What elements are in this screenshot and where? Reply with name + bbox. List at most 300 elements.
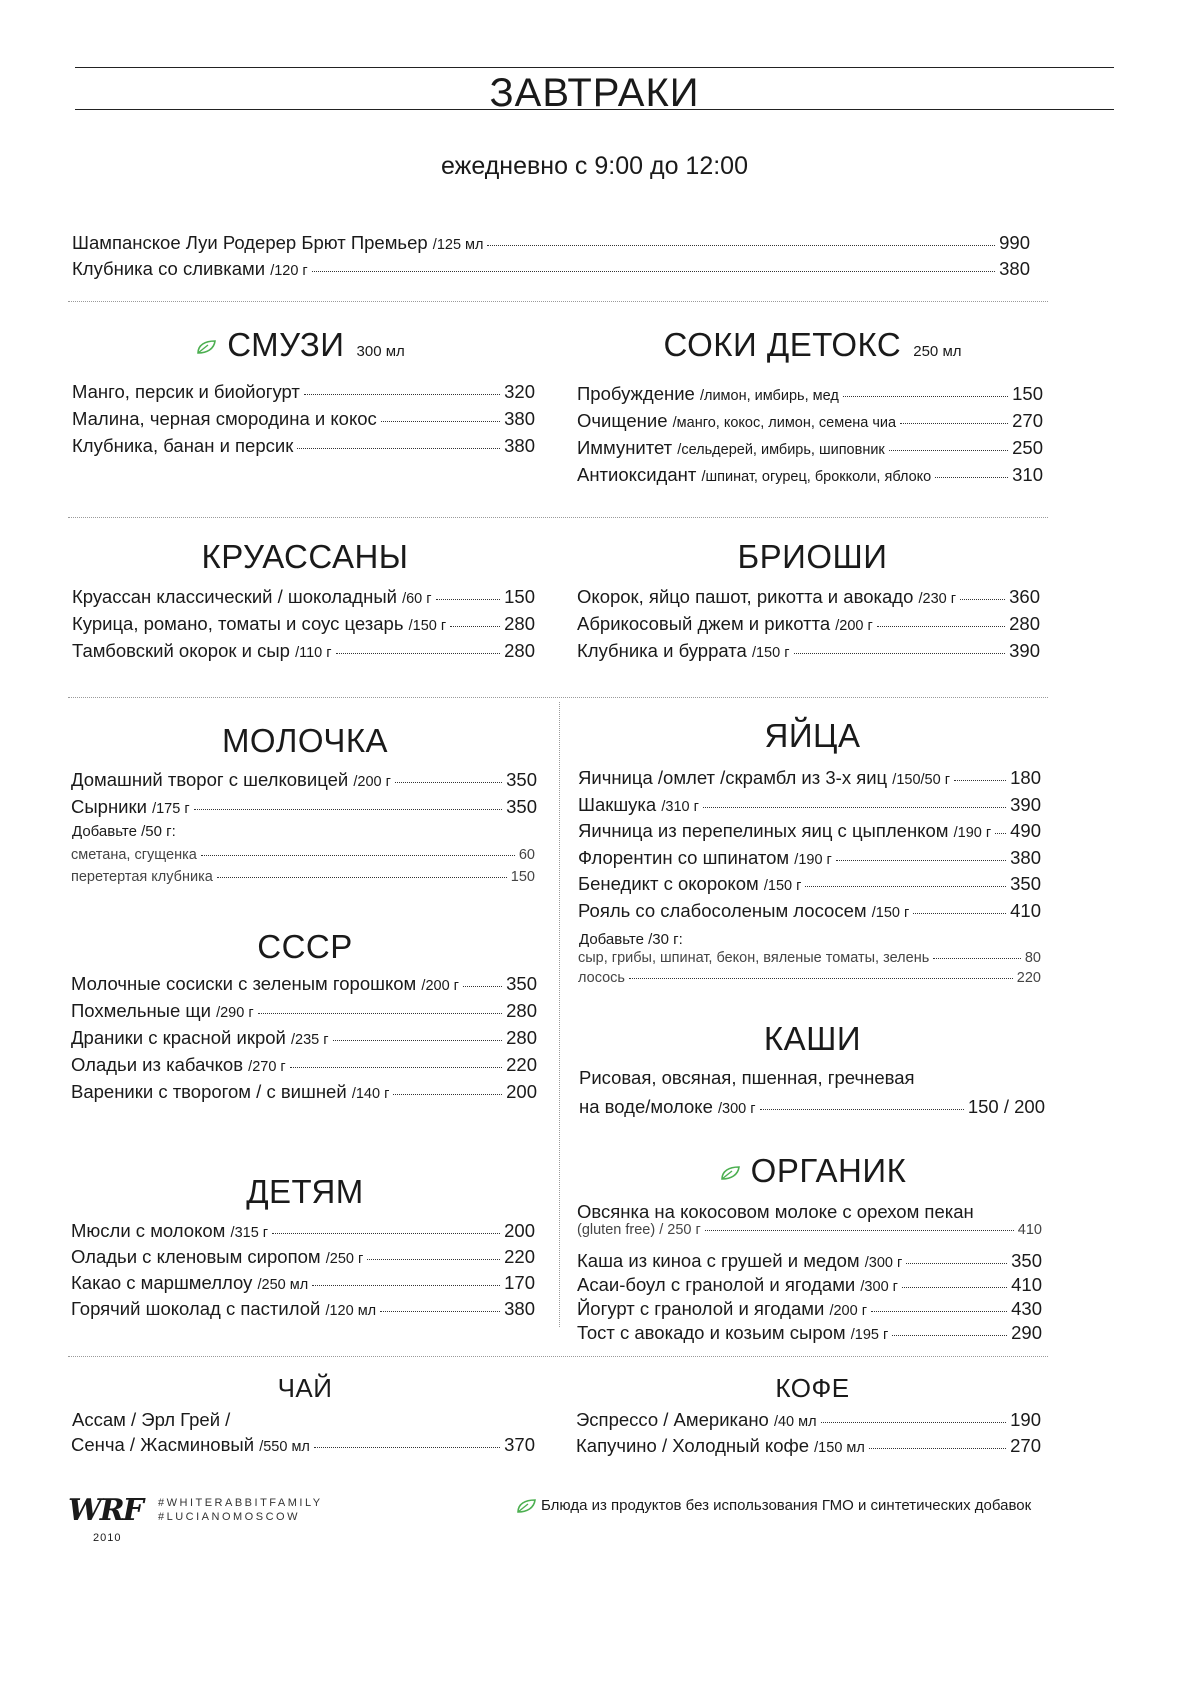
menu-item (577, 464, 1043, 486)
menu-item (577, 1274, 1042, 1296)
dot-leader (913, 913, 1006, 914)
dot-leader (393, 1094, 502, 1095)
item-name (577, 1274, 898, 1296)
item-name (72, 258, 308, 280)
dot-leader (843, 396, 1008, 397)
dot-leader (395, 782, 502, 783)
item-title: Круассан классический / шоколадный (72, 586, 397, 607)
item-name (71, 1027, 329, 1049)
dot-leader (201, 855, 515, 856)
menu-item (578, 900, 1041, 922)
item-title: Очищение (577, 410, 668, 431)
item-weight: /150 г (408, 618, 447, 634)
dot-leader (703, 807, 1006, 808)
dot-leader (794, 653, 1006, 654)
title-rule (75, 109, 1114, 110)
item-title: Иммунитет (577, 437, 673, 458)
menu-item (579, 1096, 1045, 1118)
item-price: 200 (506, 1081, 537, 1102)
menu-item (577, 1250, 1042, 1272)
menu-item (578, 767, 1041, 789)
dot-leader (314, 1447, 500, 1448)
menu-item (71, 1434, 535, 1456)
dot-leader (304, 394, 500, 395)
item-title: Йогурт с гранолой и ягодами (577, 1298, 825, 1319)
item-name (71, 769, 391, 791)
section-title-dairy: МОЛОЧКА (221, 722, 389, 759)
item-price: 350 (1011, 1250, 1042, 1271)
dot-leader (836, 860, 1006, 861)
dot-leader (900, 423, 1008, 424)
item-price: 220 (506, 1054, 537, 1075)
item-name (72, 640, 332, 662)
item-title: Бенедикт с окороком (578, 873, 759, 894)
item-price: 170 (504, 1272, 535, 1293)
item-name (577, 1250, 902, 1272)
item-name (72, 435, 293, 457)
menu-item (71, 796, 537, 818)
item-title: Рояль со слабосоленым лососем (578, 899, 867, 921)
item-price: 380 (504, 408, 535, 429)
menu-item (71, 1220, 535, 1242)
item-price: 380 (504, 1298, 535, 1319)
item-weight: /110 г (295, 645, 332, 661)
dot-leader (877, 626, 1005, 627)
item-weight: /40 мл (773, 1414, 817, 1430)
item-name (577, 586, 956, 608)
item-weight: /230 г (918, 591, 957, 607)
dot-leader (906, 1263, 1007, 1264)
item-title: Курица, романо, томаты и соус цезарь (72, 613, 404, 634)
item-title: Тамбовский окорок и сыр (72, 640, 290, 661)
item-weight: /315 г (230, 1225, 269, 1241)
item-weight: /125 мл (432, 237, 484, 253)
menu-item (577, 1222, 1042, 1238)
gmo-note (515, 1497, 1031, 1514)
menu-item (71, 1027, 537, 1049)
dot-leader (960, 599, 1005, 600)
dot-leader (367, 1259, 500, 1260)
menu-item (577, 1298, 1042, 1320)
item-weight: /150 мл (814, 1440, 865, 1456)
separator (68, 697, 1048, 698)
item-weight: /310 г (661, 798, 699, 815)
dot-leader (935, 477, 1008, 478)
organic-line: Овсянка на кокосовом молоке с орехом пекан (577, 1201, 974, 1222)
dot-leader (902, 1287, 1007, 1288)
detox-title: СОКИ ДЕТОКС (663, 326, 902, 363)
logo-year: 2010 (93, 1532, 122, 1544)
menu-item (577, 586, 1040, 608)
menu-item (71, 1298, 535, 1320)
item-price: 430 (1011, 1298, 1042, 1319)
item-price: 380 (504, 435, 535, 456)
item-name (72, 381, 300, 403)
item-weight: /60 г (402, 591, 432, 607)
section-title-eggs: ЯЙЦА (764, 717, 861, 754)
menu-item (72, 613, 535, 635)
item-title: Вареники с творогом / с вишней (71, 1081, 347, 1102)
item-title: Молочные сосиски с зеленым горошком (71, 973, 417, 994)
menu-item (576, 1435, 1041, 1457)
item-title: Абрикосовый джем и рикотта (577, 613, 831, 634)
item-title: Окорок, яйцо пашот, рикотта и авокадо (577, 586, 914, 607)
item-price: 410 (1011, 1274, 1042, 1295)
section-title-croissants: КРУАССАНЫ (201, 538, 409, 575)
dot-leader (436, 599, 501, 600)
column-divider (559, 702, 560, 1327)
item-name (71, 1000, 254, 1022)
item-price: 290 (1011, 1322, 1042, 1343)
dot-leader (629, 978, 1013, 979)
menu-item (578, 950, 1041, 966)
item-price: 350 (506, 973, 537, 994)
dot-leader (381, 421, 500, 422)
item-weight: /150 г (763, 878, 802, 894)
dot-leader (336, 653, 501, 654)
item-title: Клубника со сливками (72, 258, 266, 279)
menu-item (71, 1054, 537, 1076)
item-name (578, 873, 801, 895)
dot-leader (954, 780, 1006, 781)
top-rule (75, 67, 1114, 68)
item-price: 80 (1024, 950, 1041, 966)
dot-leader (705, 1230, 1014, 1231)
menu-item (71, 1081, 537, 1103)
item-price: 280 (506, 1000, 537, 1021)
section-title-tea: ЧАЙ (277, 1373, 333, 1403)
item-title: Капучино / Холодный кофе (576, 1435, 810, 1456)
dot-leader (892, 1335, 1007, 1336)
item-weight: /200 г (835, 618, 873, 634)
dot-leader (760, 1109, 964, 1110)
dot-leader (297, 448, 500, 449)
section-title-porridge: КАШИ (763, 1020, 862, 1057)
section-title-smoothie (75, 326, 525, 364)
dot-leader (487, 245, 995, 246)
dot-leader (805, 886, 1006, 887)
tea-line: Ассам / Эрл Грей / (72, 1409, 231, 1430)
section-title-brioche: БРИОШИ (737, 538, 888, 575)
dot-leader (312, 1285, 500, 1286)
item-price: 220 (504, 1246, 535, 1267)
gmo-note-text: Блюда из продуктов без использования ГМО и синтетических добавок (541, 1497, 1032, 1514)
item-name (577, 410, 896, 432)
item-title: Клубника, банан и персик (72, 435, 294, 456)
menu-item (72, 258, 1030, 280)
smoothie-title: СМУЗИ (227, 326, 345, 363)
item-title: Каша из киноа с грушей и медом (577, 1250, 860, 1271)
dot-leader (258, 1013, 502, 1014)
item-name (71, 847, 197, 863)
item-weight: /250 г (325, 1251, 364, 1267)
hashtag: #LUCIANOMOSCOW (158, 1511, 300, 1523)
item-weight: (gluten free) / 250 г (577, 1222, 701, 1238)
menu-item (577, 383, 1043, 405)
item-price: 370 (504, 1434, 535, 1455)
item-price: 220 (1016, 970, 1041, 986)
dairy-add-label: Добавьте /50 г: (72, 823, 176, 840)
dot-leader (333, 1040, 503, 1041)
menu-item (71, 769, 537, 791)
item-name (577, 613, 873, 635)
item-name (578, 794, 699, 816)
organic-title: ОРГАНИК (750, 1152, 907, 1189)
item-name (577, 383, 839, 405)
item-price: 280 (506, 1027, 537, 1048)
menu-item (577, 410, 1043, 432)
item-name (578, 847, 832, 869)
menu-item (578, 970, 1041, 986)
dot-leader (889, 450, 1008, 451)
item-price: 990 (999, 232, 1030, 253)
item-price: 150 / 200 (967, 1096, 1045, 1117)
schedule: ежедневно с 9:00 до 12:00 (441, 152, 748, 180)
eggs-add-label: Добавьте /30 г: (579, 931, 683, 948)
item-price: 350 (1010, 873, 1041, 894)
menu-item (578, 847, 1041, 869)
dot-leader (272, 1233, 500, 1234)
item-price: 200 (504, 1220, 535, 1241)
menu-item (577, 437, 1043, 459)
section-title-coffee: КОФЕ (775, 1373, 850, 1403)
item-weight: /сельдерей, имбирь, шиповник (677, 442, 885, 458)
dot-leader (217, 877, 507, 878)
item-price: 250 (1012, 437, 1043, 458)
item-weight: /175 г (152, 801, 190, 817)
item-name (578, 767, 950, 789)
item-price: 390 (1009, 640, 1040, 661)
item-name (576, 1409, 817, 1431)
page-title: ЗАВТРАКИ (489, 71, 700, 115)
item-name (71, 1054, 286, 1076)
item-weight: /150 г (751, 645, 790, 661)
item-name (578, 900, 909, 922)
separator (68, 1356, 1048, 1357)
item-weight: /270 г (248, 1059, 286, 1075)
item-weight: /250 мл (257, 1277, 309, 1293)
item-weight: /200 г (829, 1303, 867, 1319)
item-weight: /150/50 г (892, 772, 950, 788)
item-name (72, 408, 377, 430)
item-price: 350 (506, 796, 537, 817)
item-title: Сырники (71, 796, 147, 817)
item-title: Сенча / Жасминовый (71, 1434, 255, 1455)
item-price: 190 (1010, 1409, 1041, 1430)
item-name (578, 950, 929, 966)
item-name (71, 796, 190, 818)
item-weight: /300 г (864, 1255, 903, 1271)
item-name (577, 640, 790, 662)
separator (68, 301, 1048, 302)
item-price: 360 (1009, 586, 1040, 607)
item-title: Оладьи из кабачков (71, 1054, 244, 1075)
item-title: Драники с красной икрой (71, 1027, 286, 1048)
item-title: сыр, грибы, шпинат, бекон, вяленые томаты, зелень (578, 950, 930, 966)
item-price: 410 (1010, 899, 1041, 921)
menu-item (72, 586, 535, 608)
dot-leader (463, 986, 502, 987)
item-price: 280 (504, 640, 535, 661)
item-name (579, 1096, 756, 1118)
item-title: Пробуждение (577, 383, 695, 404)
item-name (71, 1434, 310, 1456)
menu-item (72, 408, 535, 430)
item-name (71, 1298, 376, 1320)
item-name (577, 1322, 888, 1344)
porridge-line: Рисовая, овсяная, пшенная, гречневая (579, 1067, 915, 1088)
item-price: 150 (504, 586, 535, 607)
separator (68, 517, 1048, 518)
item-price: 150 (510, 869, 535, 885)
item-weight: /лимон, имбирь, мед (699, 388, 839, 404)
item-price: 280 (504, 613, 535, 634)
item-name (577, 464, 931, 486)
item-price: 150 (1012, 383, 1043, 404)
item-weight: /300 г (860, 1279, 898, 1295)
item-price: 350 (506, 769, 537, 790)
item-weight: /манго, кокос, лимон, семена чиа (672, 415, 897, 431)
item-title: сметана, сгущенка (71, 847, 197, 863)
menu-item (71, 973, 537, 995)
item-name (72, 586, 432, 608)
dot-leader (995, 833, 1006, 834)
item-title: Горячий шоколад с пастилой (71, 1298, 321, 1319)
item-price: 60 (518, 847, 535, 863)
detox-volume: 250 мл (913, 343, 962, 360)
item-price: 380 (999, 258, 1030, 279)
item-name (577, 1298, 867, 1320)
menu-item (577, 1322, 1042, 1344)
item-price: 270 (1010, 1435, 1041, 1456)
item-title: Тост с авокадо и козьим сыром (577, 1322, 846, 1343)
item-price: 310 (1012, 464, 1043, 485)
item-weight: /шпинат, огурец, брокколи, яблоко (701, 469, 932, 485)
item-name (71, 1246, 363, 1268)
menu-item (71, 1246, 535, 1268)
hashtag: #WHITERABBITFAMILY (158, 1497, 323, 1509)
item-weight: /190 г (794, 851, 832, 868)
dot-leader (194, 809, 503, 810)
menu-item (72, 381, 535, 403)
dot-leader (821, 1422, 1007, 1423)
section-title-ussr: СССР (257, 928, 353, 965)
item-price: 270 (1012, 410, 1043, 431)
menu-item (71, 847, 535, 863)
item-weight: /200 г (421, 978, 459, 994)
menu-item (71, 1000, 537, 1022)
item-weight: /235 г (291, 1032, 329, 1048)
item-weight: /550 мл (259, 1439, 310, 1455)
leaf-icon (515, 1498, 537, 1514)
item-title: Малина, черная смородина и кокос (72, 408, 377, 429)
item-weight: /200 г (353, 774, 391, 790)
item-name (71, 973, 459, 995)
menu-item (577, 613, 1040, 635)
item-name (577, 437, 885, 459)
dot-leader (290, 1067, 502, 1068)
item-weight: /150 г (871, 904, 910, 921)
item-title: Оладьи с кленовым сиропом (71, 1246, 321, 1267)
dot-leader (933, 958, 1021, 959)
item-title: на воде/молоке (579, 1096, 713, 1117)
menu-item (72, 232, 1030, 254)
menu-item (72, 640, 535, 662)
menu-item (71, 869, 535, 885)
dot-leader (380, 1311, 500, 1312)
leaf-icon (195, 339, 217, 355)
item-name (576, 1435, 865, 1457)
item-name (578, 970, 625, 986)
item-title: перетертая клубника (71, 869, 213, 885)
item-weight: /140 г (351, 1086, 390, 1102)
item-title: Шампанское Луи Родерер Брют Премьер (72, 232, 428, 253)
dot-leader (871, 1311, 1007, 1312)
smoothie-volume: 300 мл (356, 343, 405, 360)
item-title: Антиоксидант (577, 464, 697, 485)
item-title: Манго, персик и биойогурт (72, 381, 300, 402)
item-name (71, 1081, 389, 1103)
menu-item (578, 820, 1041, 842)
item-title: Яичница из перепелиных яиц с цыпленком (578, 820, 949, 841)
leaf-icon (719, 1165, 741, 1181)
item-weight: /120 мл (325, 1303, 377, 1319)
item-price: 280 (1009, 613, 1040, 634)
item-price: 410 (1017, 1222, 1042, 1238)
section-title-kids: ДЕТЯМ (246, 1173, 364, 1210)
wrf-logo: WRF (68, 1493, 142, 1528)
menu-item (72, 435, 535, 457)
item-title: лосось (578, 970, 625, 986)
item-price: 180 (1010, 767, 1041, 788)
item-title: Эспрессо / Американо (576, 1409, 769, 1430)
item-weight: /190 г (953, 825, 992, 841)
section-title-organic (585, 1152, 1040, 1190)
menu-item (578, 873, 1041, 895)
item-name (577, 1222, 701, 1238)
item-weight: /120 г (270, 263, 308, 279)
item-weight: /300 г (718, 1101, 756, 1117)
hashtags (158, 1496, 323, 1524)
item-name (71, 1220, 268, 1242)
item-title: Похмельные щи (71, 1000, 211, 1021)
item-name (578, 820, 991, 842)
item-price: 490 (1010, 820, 1041, 841)
item-title: Домашний творог с шелковицей (71, 769, 349, 790)
item-name (72, 232, 483, 254)
item-name (72, 613, 446, 635)
item-title: Асаи-боул с гранолой и ягодами (577, 1274, 856, 1295)
item-price: 390 (1010, 793, 1041, 815)
item-title: Мюсли с молоком (71, 1220, 226, 1241)
menu-item (71, 1272, 535, 1294)
item-price: 320 (504, 381, 535, 402)
section-title-detox (585, 326, 1040, 364)
menu-item (576, 1409, 1041, 1431)
item-title: Клубника и буррата (577, 640, 747, 661)
item-title: Флорентин со шпинатом (578, 846, 790, 868)
dot-leader (312, 271, 995, 272)
item-name (71, 869, 213, 885)
item-title: Шакшука (578, 793, 657, 815)
item-title: Яичница /омлет /скрамбл из 3-х яиц (578, 767, 888, 788)
item-title: Какао с маршмеллоу (71, 1272, 253, 1293)
dot-leader (869, 1448, 1006, 1449)
menu-item (578, 794, 1041, 816)
item-weight: /290 г (216, 1005, 254, 1021)
menu-item (577, 640, 1040, 662)
item-price: 380 (1010, 846, 1041, 868)
